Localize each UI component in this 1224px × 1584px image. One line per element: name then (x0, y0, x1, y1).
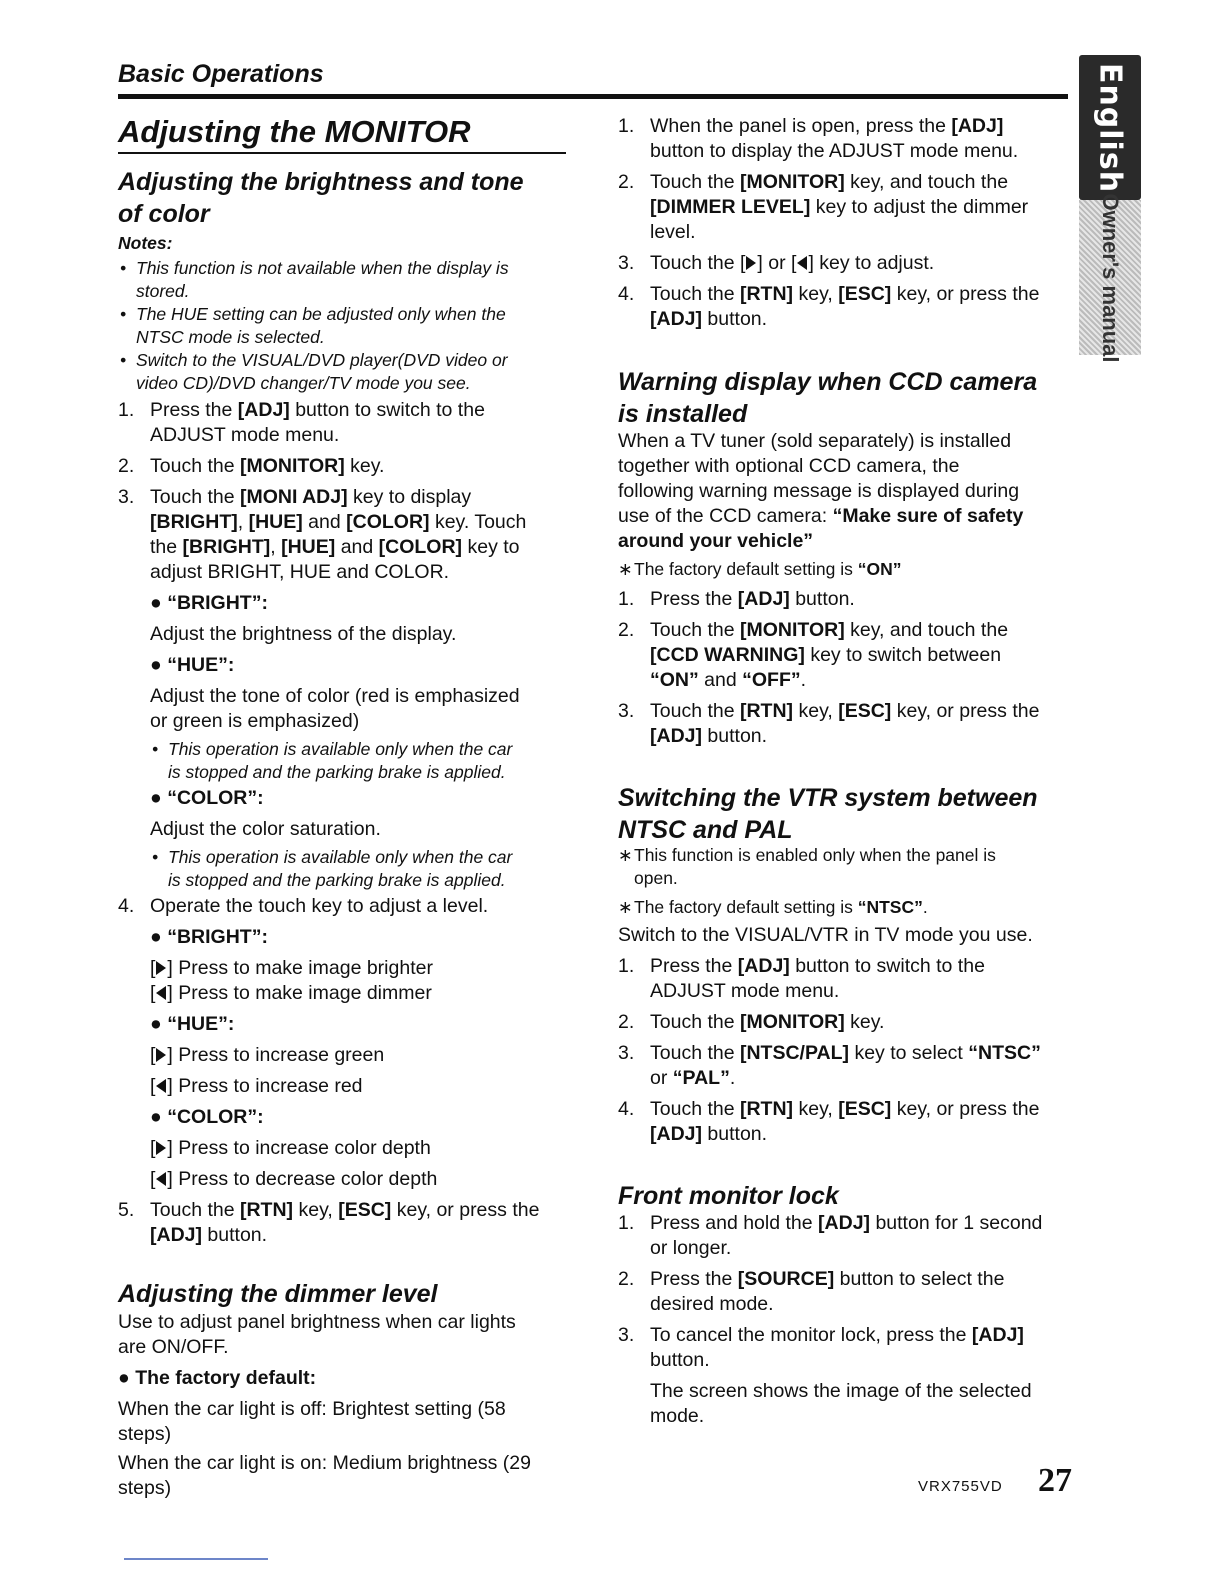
language-tab-label: English (1092, 62, 1128, 193)
key-line: [ ] Press to increase green (150, 1044, 385, 1066)
hue-desc: Adjust the tone of color (red is emphasized or green is emphasized) (150, 685, 520, 732)
warning-block (618, 429, 1073, 749)
list-item: 3. Touch the [ ] or [ ] key to adjust. (618, 252, 935, 274)
play-left-icon (797, 256, 807, 270)
key-line: [ ] Press to increase red (150, 1075, 363, 1097)
vtr-default-note: ∗ The factory default setting is “NTSC”. (618, 897, 928, 917)
section-title: Basic Operations (118, 60, 324, 88)
note: • Switch to the VISUAL/DVD player(DVD video or video CD)/DVD changer/TV mode you see. (120, 350, 508, 393)
key-line: [ ] Press to increase color depth (150, 1137, 431, 1159)
warning-intro: When a TV tuner (sold separately) is installed together with optional CCD camera, the following warning message is displayed during use of the CCD camera: “Make sure of safety around your vehicle” (618, 430, 1024, 552)
list-item: 1. Press the [ADJ] button to switch to the ADJUST mode menu. (118, 399, 485, 446)
page-title: Adjusting the MONITOR (118, 114, 471, 149)
list-item: 2. Press the [SOURCE] button to select the desired mode. (618, 1268, 1005, 1315)
play-right-icon (156, 961, 166, 975)
color-bullet-2: ● “COLOR”: (150, 1106, 264, 1128)
list-item: 5. Touch the [RTN] key, [ESC] key, or press the [ADJ] button. (118, 1199, 540, 1246)
play-right-icon (156, 1141, 166, 1155)
note: • This function is not available when the display is stored. (120, 258, 509, 301)
list-item: 2. Touch the [MONITOR] key. (118, 455, 385, 477)
lock-block (618, 1211, 1073, 1429)
dimmer-off-text: When the car light is off: Brightest setting (58 steps) (118, 1398, 506, 1445)
bright-desc: Adjust the brightness of the display. (150, 623, 457, 645)
list-item: 2. Touch the [MONITOR] key. (618, 1011, 885, 1033)
warning-default-note: ∗ The factory default setting is “ON” (618, 559, 902, 579)
model-number: VRX755VD (918, 1478, 1003, 1495)
language-tab (1079, 55, 1141, 200)
vtr-block (618, 844, 1073, 1147)
bright-bullet-2: ● “BRIGHT”: (150, 926, 268, 948)
list-item: 3. Touch the [MONI ADJ] key to display [BRIGHT], [HUE] and [COLOR] key. Touch the [BRIGHT], [HUE] and [COLOR] key to adjust BRIGHT, HUE and COLOR. (118, 486, 527, 583)
list-item: 3. To cancel the monitor lock, press the [ADJ] button. (618, 1324, 1024, 1371)
dimmer-on-text: When the car light is on: Medium brightness (29 steps) (118, 1452, 531, 1499)
heading-brightness: Adjusting the brightness and tone of color (118, 168, 524, 228)
list-item: 4. Touch the [RTN] key, [ESC] key, or press the [ADJ] button. (618, 283, 1040, 330)
notes-block (118, 232, 568, 395)
key-line: [ ] Press to make image brighter (150, 957, 433, 979)
page-number: 27 (1038, 1462, 1072, 1499)
key-line: [ ] Press to make image dimmer (150, 982, 432, 1004)
dimmer-left-block (118, 1310, 568, 1501)
hue-note: • This operation is available only when the car is stopped and the parking brake is applied. (152, 739, 513, 782)
play-right-icon (156, 1048, 166, 1062)
play-right-icon (746, 256, 756, 270)
title-rule (118, 152, 566, 154)
list-item: 1. Press and hold the [ADJ] button for 1 second or longer. (618, 1212, 1043, 1259)
factory-default-bullet: ● The factory default: (118, 1367, 317, 1389)
list-item: 3. Touch the [RTN] key, [ESC] key, or press the [ADJ] button. (618, 700, 1040, 747)
vtr-note: ∗ This function is enabled only when the panel is open. (618, 845, 996, 888)
notes-label: Notes: (118, 233, 173, 253)
dimmer-intro: Use to adjust panel brightness when car lights are ON/OFF. (118, 1311, 516, 1358)
list-item: 1. Press the [ADJ] button to switch to the ADJUST mode menu. (618, 955, 985, 1002)
bright-bullet: ● “BRIGHT”: (150, 592, 268, 614)
note: • The HUE setting can be adjusted only when the NTSC mode is selected. (120, 304, 506, 347)
color-bullet: ● “COLOR”: (150, 787, 264, 809)
bottom-rule (124, 1558, 268, 1560)
lock-result-text: The screen shows the image of the selected mode. (650, 1380, 1032, 1427)
header-rule (118, 94, 1068, 99)
list-item: 4. Touch the [RTN] key, [ESC] key, or press the [ADJ] button. (618, 1098, 1040, 1145)
color-desc: Adjust the color saturation. (150, 818, 381, 840)
play-left-icon (156, 1172, 166, 1186)
list-item: 3. Touch the [NTSC/PAL] key to select “NTSC” or “PAL”. (618, 1042, 1041, 1089)
key-line: [ ] Press to decrease color depth (150, 1168, 438, 1190)
list-item: 2. Touch the [MONITOR] key, and touch the [CCD WARNING] key to switch between “ON” and “OFF”. (618, 619, 1009, 691)
heading-vtr: Switching the VTR system between NTSC and PAL (618, 784, 1038, 844)
color-note: • This operation is available only when the car is stopped and the parking brake is applied. (152, 847, 513, 890)
manual-tab (1079, 192, 1141, 363)
list-item: 1. Press the [ADJ] button. (618, 588, 855, 610)
play-left-icon (156, 1079, 166, 1093)
dimmer-steps (618, 114, 1073, 332)
heading-front-monitor-lock: Front monitor lock (618, 1182, 839, 1210)
hue-bullet: ● “HUE”: (150, 654, 235, 676)
list-item: 1. When the panel is open, press the [ADJ] button to display the ADJUST mode menu. (618, 115, 1019, 162)
hue-bullet-2: ● “HUE”: (150, 1013, 235, 1035)
heading-warning: Warning display when CCD camera is installed (618, 368, 1038, 428)
list-item: 4. Operate the touch key to adjust a level. (118, 895, 489, 917)
play-left-icon (156, 986, 166, 1000)
manual-tab-label: Owner's manual (1098, 192, 1123, 363)
heading-dimmer: Adjusting the dimmer level (118, 1280, 438, 1308)
vtr-intro: Switch to the VISUAL/VTR in TV mode you use. (618, 924, 1033, 946)
list-item: 2. Touch the [MONITOR] key, and touch the [DIMMER LEVEL] key to adjust the dimmer level. (618, 171, 1029, 243)
brightness-steps (118, 398, 568, 1248)
